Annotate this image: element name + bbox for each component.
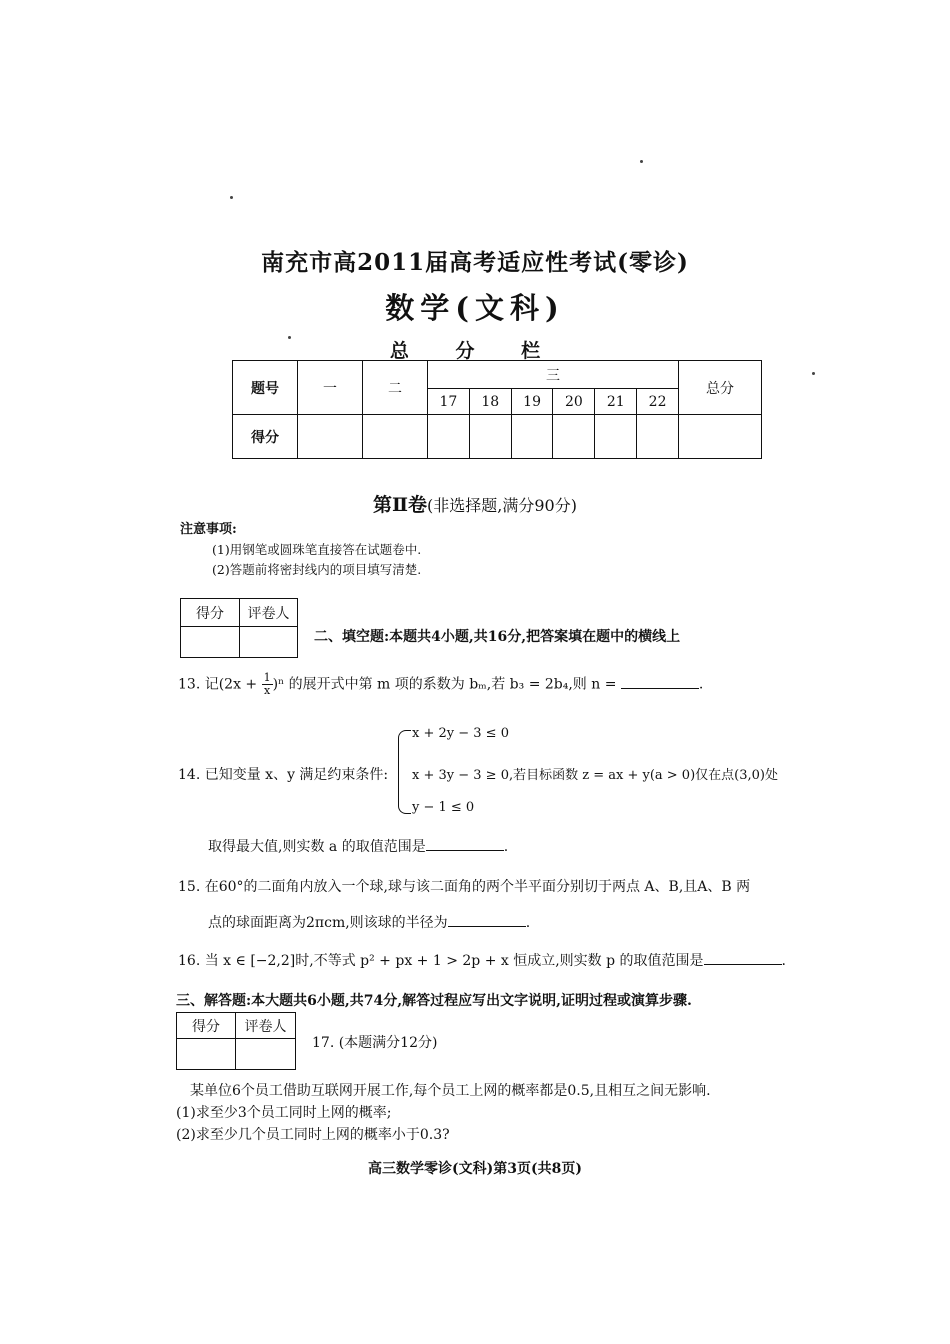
score-table-col-three: 三 — [428, 361, 679, 389]
score-table-sub-question: 17 — [428, 389, 470, 415]
score-table-title: 总 分 栏 — [389, 340, 561, 362]
answer-blank[interactable] — [621, 676, 699, 689]
answer-blank[interactable] — [426, 838, 504, 851]
fraction-denominator: x — [264, 684, 271, 697]
constraint-1: x + 2y − 3 ≤ 0 — [412, 726, 509, 741]
notice-item: (1)用钢笔或圆珠笔直接答在试题卷中. — [212, 542, 422, 557]
score-cell[interactable] — [595, 415, 637, 459]
question-13-text-after: )ⁿ 的展开式中第 m 项的系数为 bₘ,若 b₃ = 2b₄,则 n = — [272, 676, 621, 693]
score-table-score-label: 得分 — [233, 415, 298, 459]
question-15-line-2-text: 点的球面距离为2πcm,则该球的半径为 — [208, 915, 448, 931]
question-16: 16. 当 x ∈ [−2,2]时,不等式 p² + px + 1 > 2p + x 恒成立,则实数 p 的取值范围是 . — [178, 953, 786, 969]
question-16-text: 当 x ∈ [−2,2]时,不等式 p² + px + 1 > 2p + x 恒成立,则实数 p 的取值范围是 — [204, 953, 704, 969]
score-table-question-label: 题号 — [233, 361, 298, 415]
question-14-intro — [178, 764, 388, 784]
score-cell[interactable] — [298, 415, 363, 459]
question-17-title: 17. (本题满分12分) — [312, 1035, 438, 1051]
score-table-sub-question: 18 — [469, 389, 511, 415]
answer-blank[interactable] — [704, 952, 782, 965]
score-cell[interactable] — [553, 415, 595, 459]
constraint-2: x + 3y − 3 ≥ 0,若目标函数 z = ax + y(a > 0)仅在点(3,0)处 — [412, 768, 778, 783]
score-cell[interactable] — [363, 415, 428, 459]
score-table — [232, 360, 762, 459]
part2-subtitle: (非选择题,满分90分) — [427, 496, 577, 515]
grader-box — [180, 598, 298, 658]
scan-speck — [288, 336, 291, 339]
score-table-col-total: 总分 — [679, 361, 762, 415]
part2-title: 第Ⅱ卷 — [373, 494, 428, 516]
question-number: 15. — [178, 879, 201, 895]
score-table-col-two: 二 — [363, 361, 428, 415]
scan-speck — [230, 196, 233, 199]
score-table-sub-question: 19 — [511, 389, 553, 415]
score-table-sub-question: 20 — [553, 389, 595, 415]
score-cell[interactable] — [679, 415, 762, 459]
scan-speck — [640, 160, 643, 163]
question-14-intro-text: 已知变量 x、y 满足约束条件: — [204, 767, 389, 783]
question-17-part-1: (1)求至少3个员工同时上网的概率; — [176, 1105, 392, 1121]
answer-blank[interactable] — [448, 914, 526, 927]
section3-heading: 三、解答题:本大题共6小题,共74分,解答过程应写出文字说明,证明过程或演算步骤. — [176, 993, 692, 1009]
score-table-sub-question: 21 — [595, 389, 637, 415]
section2-heading: 二、填空题:本题共4小题,共16分,把答案填在题中的横线上 — [314, 629, 681, 645]
score-cell[interactable] — [637, 415, 679, 459]
grader-box — [176, 1012, 296, 1070]
question-14-continuation: 取得最大值,则实数 a 的取值范围是 . — [208, 839, 509, 855]
score-cell[interactable] — [428, 415, 470, 459]
score-table-col-one: 一 — [298, 361, 363, 415]
page-footer: 高三数学零诊(文科)第3页(共8页) — [368, 1161, 582, 1177]
grader-box-grader-label: 评卷人 — [240, 599, 298, 627]
grader-name-cell[interactable] — [240, 627, 298, 658]
exam-title: 南充市高2011届高考适应性考试(零诊) — [261, 249, 689, 276]
question-13: 13. 记(2x + $\frac{1}{x}$ )ⁿ 的展开式中第 m 项的系数为 bₘ,若 b₃ = 2b₄,则 n = . — [178, 671, 704, 697]
scan-speck — [812, 372, 815, 375]
question-17-stem: 某单位6个员工借助互联网开展工作,每个员工上网的概率都是0.5,且相互之间无影响. — [190, 1083, 711, 1099]
question-15-line-1: 在60°的二面角内放入一个球,球与该二面角的两个半平面分别切于两点 A、B,且A、B 两 — [204, 879, 751, 895]
grader-score-cell[interactable] — [177, 1039, 236, 1070]
question-17-part-2: (2)求至少几个员工同时上网的概率小于0.3? — [176, 1127, 450, 1143]
subject-title: 数学(文科) — [385, 291, 565, 325]
grader-box-grader-label: 评卷人 — [236, 1013, 296, 1039]
question-number: 14. — [178, 767, 201, 783]
constraint-brace — [398, 730, 411, 814]
fraction-numerator: 1 — [263, 671, 271, 684]
grader-box-score-label: 得分 — [177, 1013, 236, 1039]
constraint-3: y − 1 ≤ 0 — [412, 800, 475, 815]
fraction — [262, 672, 273, 697]
notice-item: (2)答题前将密封线内的项目填写清楚. — [212, 562, 422, 577]
question-number: 16. — [178, 953, 201, 969]
question-14-continuation-text: 取得最大值,则实数 a 的取值范围是 — [208, 839, 426, 855]
part2-heading — [0, 490, 950, 517]
question-number: 13. — [178, 676, 201, 693]
grader-box-score-label: 得分 — [181, 599, 240, 627]
grader-score-cell[interactable] — [181, 627, 240, 658]
question-15-line-2: 点的球面距离为2πcm,则该球的半径为 . — [208, 915, 531, 931]
score-cell[interactable] — [511, 415, 553, 459]
score-cell[interactable] — [469, 415, 511, 459]
question-13-text-before: 记(2x + — [204, 676, 262, 693]
score-table-sub-question: 22 — [637, 389, 679, 415]
grader-name-cell[interactable] — [236, 1039, 296, 1070]
question-15 — [178, 876, 750, 896]
notice-title: 注意事项: — [180, 522, 237, 537]
